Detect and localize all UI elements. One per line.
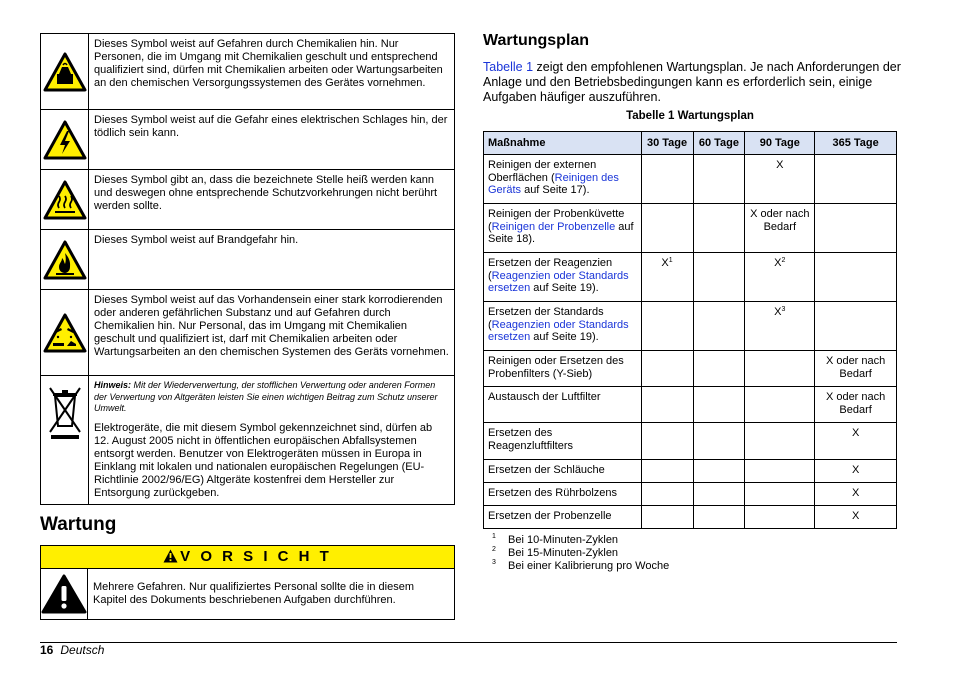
schedule-cell [641,155,693,204]
task-text: Ersetzen des Rührbolzens [488,487,618,499]
schedule-cell [641,253,693,302]
table-row [484,302,897,351]
schedule-cell [641,302,693,351]
schedule-cell [693,506,745,529]
schedule-cell [745,423,815,460]
schedule-cell [745,351,815,387]
schedule-value: X oder nach Bedarf [825,355,886,380]
schedule-cell [815,155,897,204]
schedule-value: X oder nach Bedarf [750,208,810,233]
schedule-cell [815,506,897,529]
page-footer [40,643,104,657]
task-text: Ersetzen der Schläuche [488,464,605,476]
schedule-value: X [661,257,669,269]
task-cell [484,483,642,506]
task-cell [484,460,642,483]
schedule-value: X [851,510,860,522]
schedule-cell [693,302,745,351]
task-text: Reinigen der externen Oberflächen ( [488,159,597,184]
footnote: 3 Bei einer Kalibrierung pro Woche [492,559,670,572]
schedule-cell [745,302,815,351]
table-row [484,506,897,529]
schedule-cell [815,483,897,506]
page-number: 16 [40,643,54,657]
task-cell [484,506,642,529]
task-text-suffix: auf Seite 17). [521,184,590,196]
column-header: Maßnahme [484,132,642,155]
task-cell [484,351,642,387]
symbol-row [41,110,455,170]
footnote-text: Bei 15-Minuten-Zyklen [508,547,619,559]
table-row [484,351,897,387]
symbol-row [41,376,455,505]
table-footnotes [492,534,669,573]
schedule-value: X [851,427,860,439]
schedule-cell [641,351,693,387]
schedule-cell [693,423,745,460]
schedule-cell [815,351,897,387]
column-header: 90 Tage [745,132,815,155]
table-row [484,460,897,483]
table-row [484,387,897,423]
schedule-cell [745,253,815,302]
schedule-cell [745,155,815,204]
schedule-cell [693,155,745,204]
schedule-cell [745,204,815,253]
schedule-cell [693,483,745,506]
task-text: Austausch der Luftfilter [488,391,601,403]
schedule-cell [693,387,745,423]
schedule-cell [815,423,897,460]
schedule-cell [641,204,693,253]
symbol-description: Dieses Symbol weist auf Brandgefahr hin. [89,230,455,290]
task-text-suffix: auf Seite 19). [530,331,599,343]
schedule-cell [693,351,745,387]
footer-rule [40,642,897,643]
caution-header [41,546,454,569]
task-text: Ersetzen des Reagenzluftfilters [488,427,573,452]
schedule-cell [693,204,745,253]
symbol-description: Dieses Symbol weist auf das Vorhandensein einer stark korrodierenden oder anderen gefährlichen Substanz und auf Gefahren durch Chemikalien hin. Nur Personal, das im Umgang mit Chemikalien geschult und qualifiziert ist, darf mit Chemikalien arbeiten oder Wartungsarbeiten an den chemischen Systemen des Geräts vornehmen. [89,290,455,376]
schedule-cell [693,460,745,483]
general-hazard-icon [41,569,88,619]
crossed-bin-icon [41,376,89,505]
symbol-row [41,34,455,110]
weee-note [94,380,449,415]
electrical-shock-icon [41,110,89,170]
table-row [484,253,897,302]
table-row [484,483,897,506]
table-row [484,423,897,460]
weee-description [89,376,455,505]
note-text: Mit der Wiederverwertung, der stofflichen Verwertung oder anderen Formen der Verwertung von Altgeräten leisten Sie einen wichtigen Beitrag zum Schutz unserer Umwelt. [94,380,438,413]
hazard-symbol-table [40,33,455,505]
section-heading-wartung: Wartung [40,514,117,535]
footer-language: Deutsch [60,643,105,657]
task-cell [484,204,642,253]
schedule-cell [641,483,693,506]
maintenance-table [483,131,897,529]
schedule-cell [745,387,815,423]
schedule-cell [641,423,693,460]
column-header: 60 Tage [693,132,745,155]
table-caption: Tabelle 1 Wartungsplan [626,110,754,122]
schedule-cell [815,204,897,253]
symbol-description: Dieses Symbol weist auf Gefahren durch Chemikalien hin. Nur Personen, die im Umgang mit Chemikalien geschult und entsprechend qualifiziert sind, dürfen mit Chemikalien arbeiten oder Wartungsarbeiten an den chemischen Versorgungssystemen des Gerätes vornehmen. [89,34,455,110]
schedule-value: X [774,306,782,318]
symbol-row [41,290,455,376]
caution-text: Mehrere Gefahren. Nur qualifiziertes Personal sollte die in diesem Kapitel des Dokuments beschriebenen Aufgaben durchführen. [93,581,414,606]
task-text: Reinigen der Probenküvette ( [488,208,625,233]
note-label: Hinweis: [94,380,132,390]
footnote-marker: 2 [781,257,786,264]
task-text: Ersetzen der Probenzelle [488,510,612,522]
task-link[interactable]: Reinigen des Geräts [488,171,619,196]
schedule-cell [641,460,693,483]
intro-text: zeigt den empfohlenen Wartungsplan. Je nach Anforderungen der Anlage und den Betriebsbedingungen kann es erforderlich sein, einige Aufgaben häufiger auszuführen. [483,60,901,104]
footnote-text: Bei einer Kalibrierung pro Woche [508,560,670,572]
caution-box [40,545,455,620]
fire-hazard-icon [41,230,89,290]
schedule-cell [815,253,897,302]
symbol-description: Dieses Symbol gibt an, dass die bezeichnete Stelle heiß werden kann und deswegen ohne entsprechende Schutzvorkehrungen nicht berührt werden sollte. [89,170,455,230]
schedule-cell [693,253,745,302]
schedule-cell [815,387,897,423]
footnote: 1 Bei 10-Minuten-Zyklen [492,533,619,546]
task-text: Reinigen oder Ersetzen des Probenfilters (Y-Sieb) [488,355,624,380]
symbol-row [41,230,455,290]
footnote: 2 Bei 15-Minuten-Zyklen [492,546,619,559]
task-text: Ersetzen der Standards ( [488,306,604,331]
symbol-row [41,170,455,230]
task-cell [484,302,642,351]
table-row [484,155,897,204]
schedule-cell [745,460,815,483]
task-text: Ersetzen der Reagenzien ( [488,257,613,282]
symbol-description: Dieses Symbol weist auf die Gefahr eines elektrischen Schlages hin, der tödlich sein kann. [89,110,455,170]
hot-surface-icon [41,170,89,230]
schedule-cell [815,302,897,351]
schedule-cell [745,483,815,506]
footnote-text: Bei 10-Minuten-Zyklen [508,534,619,546]
warning-triangle-icon [163,549,178,563]
schedule-cell [641,506,693,529]
weee-text: Elektrogeräte, die mit diesem Symbol gekennzeichnet sind, dürfen ab 12. August 2005 nicht in öffentlichen europäischen Abfallsystemen entsorgt werden. Benutzer von Elektrogeräten müssen in Europa in Einklang mit lokalen und nationalen europäischen Regelungen (EU-Richtlinie 2002/96/EG) Altgeräte kostenfrei dem Hersteller zur Entsorgung zurückgeben. [94,421,433,499]
task-link[interactable]: Reinigen der Probenzelle [491,220,616,233]
task-cell [484,155,642,204]
caution-label: V O R S I C H T [180,548,332,565]
schedule-cell [745,506,815,529]
task-link[interactable]: Reagenzien oder Standards ersetzen [488,318,629,343]
schedule-cell [815,460,897,483]
task-text-suffix: auf Seite 18). [488,220,634,245]
task-cell [484,253,642,302]
schedule-value: X [774,257,782,269]
table-row [484,204,897,253]
column-header: 365 Tage [815,132,897,155]
task-text-suffix: auf Seite 19). [530,282,599,294]
task-link[interactable]: Reagenzien oder Standards ersetzen [488,269,629,294]
corrosive-icon [41,290,89,376]
section-heading-wartungsplan: Wartungsplan [483,32,590,49]
intro-paragraph [483,60,903,105]
schedule-value: X [776,159,784,171]
schedule-value: X oder nach Bedarf [825,391,886,416]
footnote-marker: 1 [668,257,673,264]
task-cell [484,423,642,460]
table-reference-link[interactable]: Tabelle 1 [483,60,534,74]
schedule-cell [641,387,693,423]
schedule-value: X [851,464,860,476]
chemical-hazard-icon [41,34,89,110]
schedule-value: X [851,487,860,499]
table-header-row [484,132,897,155]
column-header: 30 Tage [641,132,693,155]
footnote-marker: 3 [781,306,786,313]
task-cell [484,387,642,423]
